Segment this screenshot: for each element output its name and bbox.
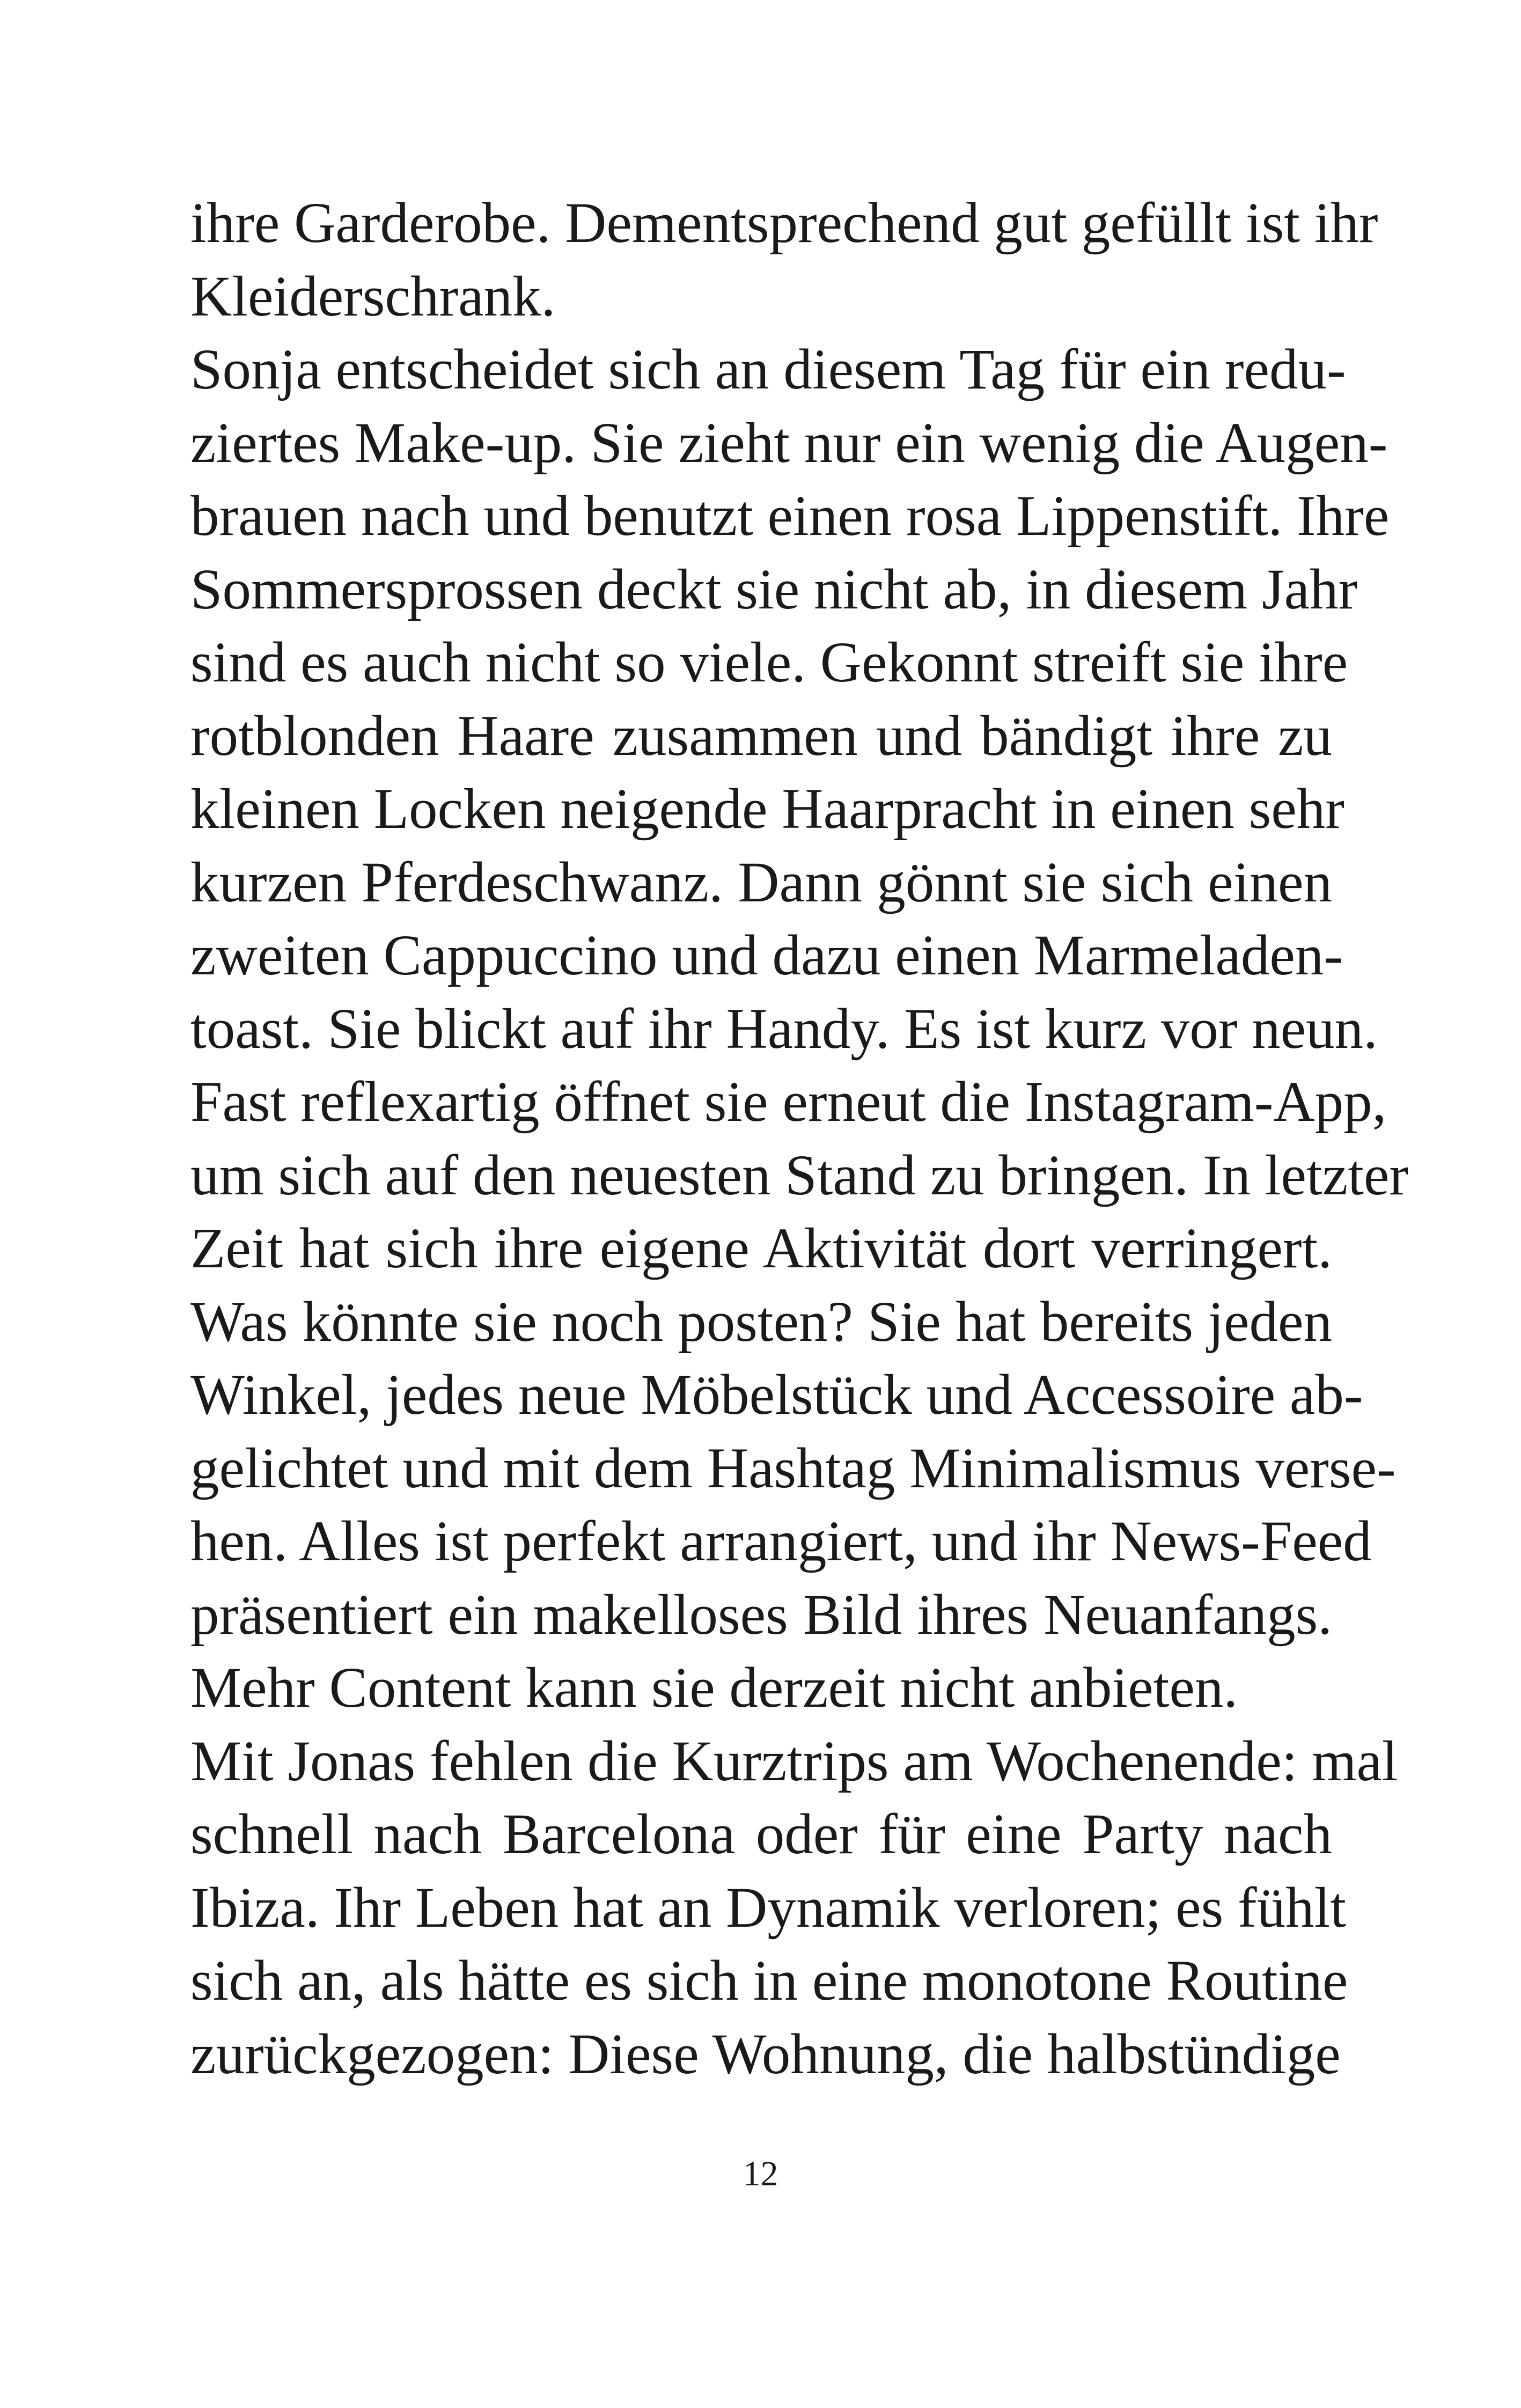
text-line: Mit Jonas fehlen die Kurztrips am Wochenende: mal bbox=[190, 1729, 1398, 1793]
text-line: zurückgezogen: Diese Wohnung, die halbstündige bbox=[190, 2022, 1341, 2086]
text-line: ihre Garderobe. Dementsprechend gut gefüllt ist ihr bbox=[190, 192, 1378, 255]
text-line: Ibiza. Ihr Leben hat an Dynamik verloren; es fühlt bbox=[190, 1876, 1347, 1940]
text-line: hen. Alles ist perfekt arrangiert, und ihr News-Feed bbox=[190, 1510, 1372, 1573]
text-line: rotblonden Haare zusammen und bändigt ihre zu bbox=[190, 704, 1332, 768]
body-text bbox=[190, 187, 1409, 2091]
text-line: Sonja entscheidet sich an diesem Tag für ein redu- bbox=[190, 338, 1346, 401]
text-line: Mehr Content kann sie derzeit nicht anbieten. bbox=[190, 1656, 1238, 1720]
page-number: 12 bbox=[743, 2154, 778, 2193]
text-line: Kleiderschrank. bbox=[190, 265, 556, 328]
text-line: gelichtet und mit dem Hashtag Minimalismus verse- bbox=[190, 1436, 1396, 1500]
text-line: brauen nach und benutzt einen rosa Lippenstift. Ihre bbox=[190, 484, 1390, 548]
text-line: Was könnte sie noch posten? Sie hat bereits jeden bbox=[190, 1290, 1332, 1354]
text-line: kleinen Locken neigende Haarpracht in einen sehr bbox=[190, 777, 1344, 841]
text-line: um sich auf den neuesten Stand zu bringen. In letzter bbox=[190, 1143, 1409, 1207]
text-line: ziertes Make-up. Sie zieht nur ein wenig die Augen- bbox=[190, 411, 1388, 475]
text-line: Winkel, jedes neue Möbelstück und Accessoire ab- bbox=[190, 1363, 1363, 1427]
text-line: zweiten Cappuccino und dazu einen Marmeladen- bbox=[190, 924, 1343, 987]
text-line: Zeit hat sich ihre eigene Aktivität dort verringert. bbox=[190, 1217, 1332, 1280]
text-line: Sommersprossen deckt sie nicht ab, in diesem Jahr bbox=[190, 557, 1358, 621]
text-line: toast. Sie blickt auf ihr Handy. Es ist kurz vor neun. bbox=[190, 997, 1378, 1061]
text-line: präsentiert ein makelloses Bild ihres Neuanfangs. bbox=[190, 1583, 1332, 1647]
text-line: schnell nach Barcelona oder für eine Party nach bbox=[190, 1803, 1332, 1866]
text-line: kurzen Pferdeschwanz. Dann gönnt sie sich einen bbox=[190, 850, 1332, 914]
text-line: Fast reflexartig öffnet sie erneut die Instagram-App, bbox=[190, 1070, 1387, 1134]
text-line: sich an, als hätte es sich in eine monotone Routine bbox=[190, 1949, 1348, 2013]
text-line: sind es auch nicht so viele. Gekonnt streift sie ihre bbox=[190, 631, 1348, 694]
